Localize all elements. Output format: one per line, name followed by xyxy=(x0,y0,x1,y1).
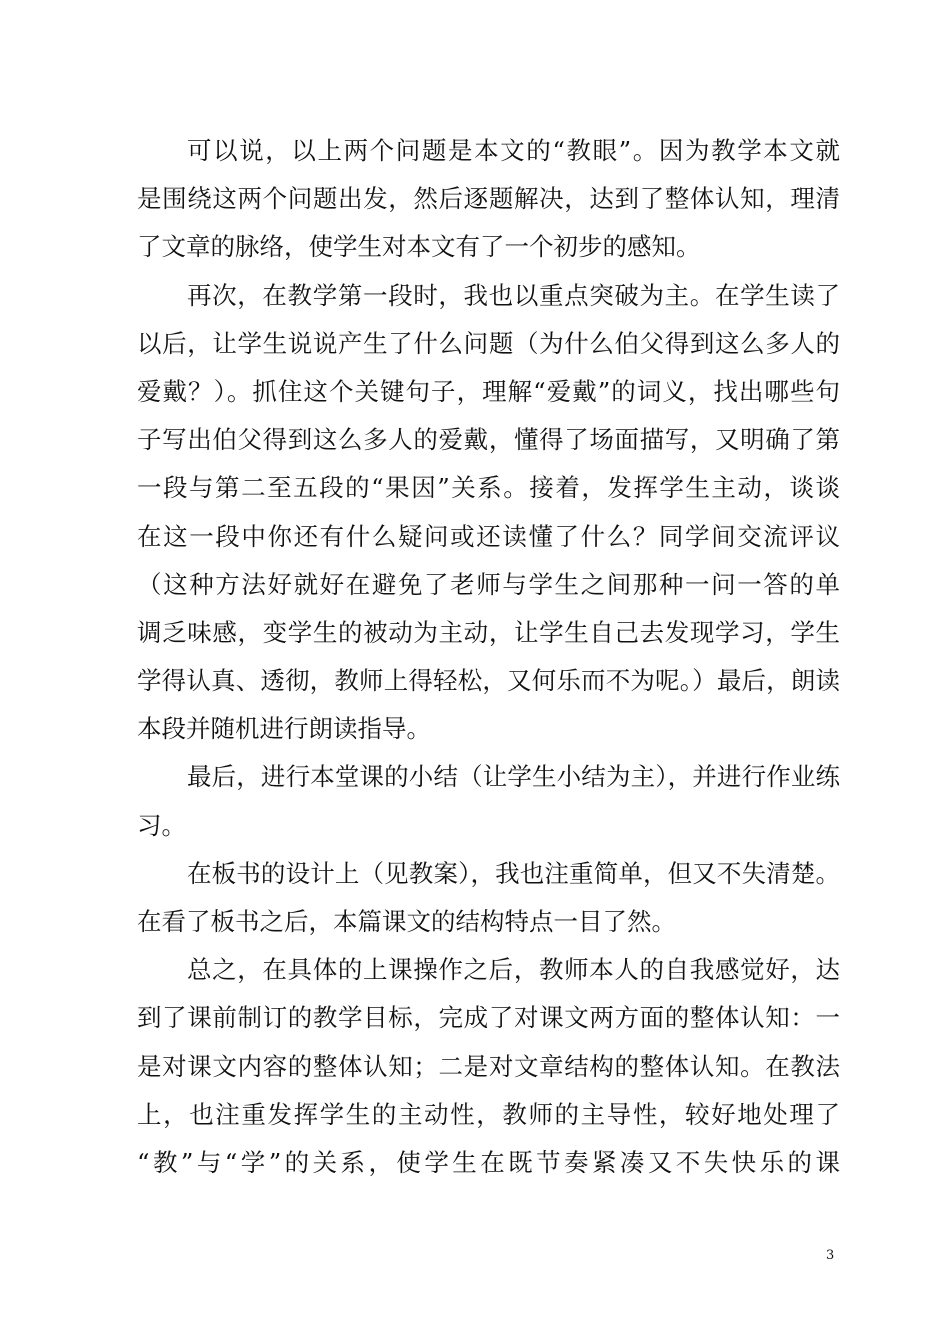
paragraph-2-line-8: 调乏味感，变学生的被动为主动，让学生自己去发现学习，学生 xyxy=(137,617,840,647)
paragraph-4-line-2: 在看了板书之后，本篇课文的结构特点一目了然。 xyxy=(137,907,676,936)
body-text xyxy=(137,127,840,1187)
paragraph-2-line-7: （这种方法好就好在避免了老师与学生之间那种一问一答的单 xyxy=(137,569,840,599)
paragraph-5-line-1: 总之，在具体的上课操作之后，教师本人的自我感觉好，达 xyxy=(187,955,840,985)
paragraph-2-line-9: 学得认真、透彻，教师上得轻松，又何乐而不为呢。）最后，朗读 xyxy=(137,666,840,696)
paragraph-1-line-1: 可以说，以上两个问题是本文的“教眼”。因为教学本文就 xyxy=(187,136,840,165)
page-number: 3 xyxy=(826,1248,835,1263)
paragraph-2-line-5: 一段与第二至五段的“果因”关系。接着，发挥学生主动，谈谈 xyxy=(137,473,840,503)
paragraph-2-line-2: 以后，让学生说说产生了什么问题（为什么伯父得到这么多人的 xyxy=(137,328,840,358)
paragraph-2-line-3: 爱戴？）。抓住这个关键句子，理解“爱戴”的词义，找出哪些句 xyxy=(137,376,840,406)
paragraph-5-line-2: 到了课前制订的教学目标，完成了对课文两方面的整体认知：一 xyxy=(137,1003,840,1033)
paragraph-2-line-4: 子写出伯父得到这么多人的爱戴，懂得了场面描写，又明确了第 xyxy=(137,425,840,455)
paragraph-2-line-10: 本段并随机进行朗读指导。 xyxy=(137,714,431,744)
paragraph-4-line-1: 在板书的设计上（见教案），我也注重简单，但又不失清楚。 xyxy=(187,858,840,888)
paragraph-5-line-5: “教”与“学”的关系，使学生在既节奏紧凑又不失快乐的课 xyxy=(137,1147,840,1177)
paragraph-3-line-2: 习。 xyxy=(137,810,186,840)
paragraph-2-line-1: 再次，在教学第一段时，我也以重点突破为主。在学生读了 xyxy=(187,280,840,310)
paragraph-1-line-2: 是围绕这两个问题出发，然后逐题解决，达到了整体认知，理清 xyxy=(137,184,840,214)
paragraph-1-line-3: 了文章的脉络，使学生对本文有了一个初步的感知。 xyxy=(137,232,701,262)
paragraph-5-line-3: 是对课文内容的整体认知；二是对文章结构的整体认知。在教法 xyxy=(137,1051,840,1081)
paragraph-3-line-1: 最后，进行本堂课的小结（让学生小结为主），并进行作业练 xyxy=(187,762,840,792)
paragraph-2-line-6: 在这一段中你还有什么疑问或还读懂了什么？同学间交流评议 xyxy=(137,521,840,551)
paragraph-5-line-4: 上，也注重发挥学生的主动性，教师的主导性，较好地处理了 xyxy=(137,1099,840,1129)
